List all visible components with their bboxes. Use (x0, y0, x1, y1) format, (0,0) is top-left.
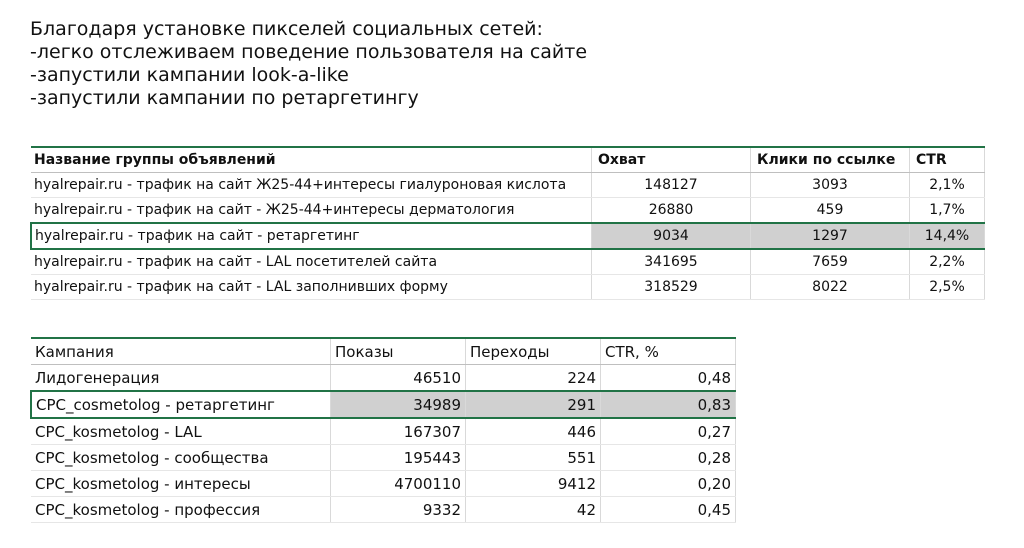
cell[interactable]: 0,20 (601, 471, 736, 497)
cell[interactable]: CPC_kosmetolog - сообщества (31, 445, 331, 471)
intro-line: -запустили кампании look-a-like (30, 64, 349, 86)
cell[interactable]: 0,27 (601, 418, 736, 445)
cell[interactable]: Лидогенерация (31, 365, 331, 392)
campaigns-table (30, 337, 736, 523)
table-row (31, 173, 985, 198)
cell[interactable]: 446 (466, 418, 601, 445)
table-row-highlighted (31, 391, 736, 418)
cell[interactable]: hyalrepair.ru - трафик на сайт - Ж25-44+интересы дерматология (31, 198, 592, 224)
cell[interactable]: CPC_kosmetolog - профессия (31, 497, 331, 523)
intro-text (30, 18, 587, 110)
table-row (31, 198, 985, 224)
table-row (31, 497, 736, 523)
table-row (31, 365, 736, 392)
cell[interactable]: 42 (466, 497, 601, 523)
cell[interactable]: hyalrepair.ru - трафик на сайт - LAL посетителей сайта (31, 249, 592, 275)
cell[interactable]: 224 (466, 365, 601, 392)
cell[interactable]: CPC_kosmetolog - интересы (31, 471, 331, 497)
cell[interactable]: 459 (751, 198, 910, 224)
cell[interactable]: 26880 (592, 198, 751, 224)
table-row (31, 418, 736, 445)
intro-line: -запустили кампании по ретаргетингу (30, 87, 419, 109)
table-row (31, 249, 985, 275)
intro-line: -легко отслеживаем поведение пользователя на сайте (30, 41, 588, 63)
cell[interactable]: 34989 (331, 391, 466, 418)
header-cell[interactable]: Переходы (466, 338, 601, 365)
ad-groups-table (30, 146, 985, 300)
header-cell[interactable]: Кампания (31, 338, 331, 365)
cell[interactable]: 0,45 (601, 497, 736, 523)
cell[interactable]: 341695 (592, 249, 751, 275)
cell[interactable]: 2,2% (910, 249, 985, 275)
cell[interactable]: 3093 (751, 173, 910, 198)
cell[interactable]: 148127 (592, 173, 751, 198)
cell[interactable]: 291 (466, 391, 601, 418)
header-cell[interactable]: Охват (592, 147, 751, 173)
table-row (31, 275, 985, 300)
header-cell[interactable]: Показы (331, 338, 466, 365)
cell[interactable]: CPC_kosmetolog - LAL (31, 418, 331, 445)
cell[interactable]: 9332 (331, 497, 466, 523)
cell[interactable]: 0,83 (601, 391, 736, 418)
cell[interactable]: 551 (466, 445, 601, 471)
cell[interactable]: 1,7% (910, 198, 985, 224)
cell[interactable]: CPC_cosmetolog - ретаргетинг (31, 391, 331, 418)
cell[interactable]: 9034 (592, 223, 751, 249)
cell[interactable]: hyalrepair.ru - трафик на сайт Ж25-44+интересы гиалуроновая кислота (31, 173, 592, 198)
cell[interactable]: hyalrepair.ru - трафик на сайт - ретаргетинг (31, 223, 592, 249)
cell[interactable]: 0,48 (601, 365, 736, 392)
header-cell[interactable]: Клики по ссылке (751, 147, 910, 173)
cell[interactable]: 1297 (751, 223, 910, 249)
header-cell[interactable]: CTR (910, 147, 985, 173)
cell[interactable]: 167307 (331, 418, 466, 445)
table-row (31, 471, 736, 497)
cell[interactable]: 8022 (751, 275, 910, 300)
cell[interactable]: 195443 (331, 445, 466, 471)
table-row (31, 445, 736, 471)
intro-line: Благодаря установке пикселей социальных сетей: (30, 18, 543, 40)
cell[interactable]: 2,5% (910, 275, 985, 300)
table-header-row (31, 147, 985, 173)
cell[interactable]: 9412 (466, 471, 601, 497)
cell[interactable]: 0,28 (601, 445, 736, 471)
header-cell[interactable]: Название группы объявлений (31, 147, 592, 173)
cell[interactable]: 318529 (592, 275, 751, 300)
cell[interactable]: 46510 (331, 365, 466, 392)
header-cell[interactable]: CTR, % (601, 338, 736, 365)
table-row-highlighted (31, 223, 985, 249)
cell[interactable]: 4700110 (331, 471, 466, 497)
table-header-row (31, 338, 736, 365)
cell[interactable]: 2,1% (910, 173, 985, 198)
cell[interactable]: hyalrepair.ru - трафик на сайт - LAL заполнивших форму (31, 275, 592, 300)
cell[interactable]: 14,4% (910, 223, 985, 249)
cell[interactable]: 7659 (751, 249, 910, 275)
